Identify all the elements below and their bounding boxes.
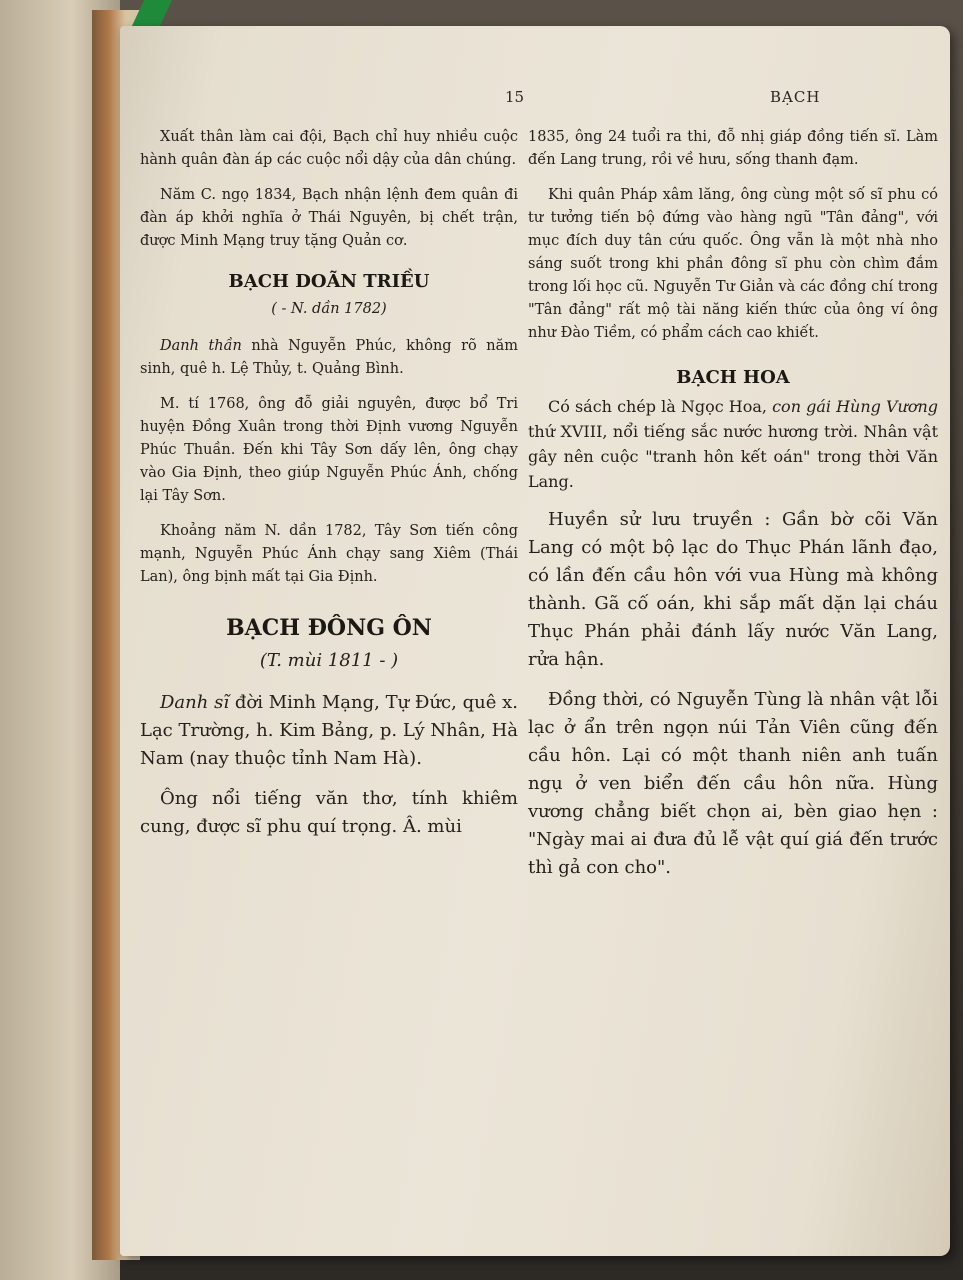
- entry-lead-term: Danh sĩ: [160, 692, 230, 713]
- intro-paragraph-2: Năm C. ngọ 1834, Bạch nhận lệnh đem quân đi đàn áp khởi nghĩa ở Thái Nguyên, bị chết trận, được Minh Mạng truy tặng Quản cơ.: [140, 187, 518, 249]
- entry-paragraph: M. tí 1768, ông đỗ giải nguyên, được bổ Tri huyện Đồng Xuân trong thời Định vương Nguyễn Phúc Thuần. Đến khi Tây Sơn dấy lên, ông chạy vào Gia Định, theo giúp Nguyễn Phúc Ánh, chống lại Tây Sơn.: [140, 396, 518, 504]
- entry-dates: (T. mùi 1811 - ): [259, 650, 399, 671]
- right-column: [528, 126, 938, 894]
- entry-lead-term: Danh thần: [160, 338, 242, 354]
- book-page: [120, 26, 950, 1256]
- entry-title-bach-dong-on: BẠCH ĐÔNG ÔN: [226, 615, 432, 641]
- entry-dates: ( - N. dần 1782): [271, 301, 387, 317]
- entry-paragraph: Ông nổi tiếng văn thơ, tính khiêm cung, được sĩ phu quí trọng. Â. mùi: [140, 788, 518, 837]
- intro-paragraph-1: Xuất thân làm cai đội, Bạch chỉ huy nhiều cuộc hành quân đàn áp các cuộc nổi dậy của dân chúng.: [140, 129, 518, 168]
- entry-title-bach-hoa: BẠCH HOA: [676, 367, 790, 388]
- continued-paragraph: 1835, ông 24 tuổi ra thi, đỗ nhị giáp đồng tiến sĩ. Làm đến Lang trung, rồi về hưu, sống thanh đạm.: [528, 129, 938, 168]
- entry-paragraph: Đồng thời, có Nguyễn Tùng là nhân vật lỗi lạc ở ẩn trên ngọn núi Tản Viên cũng đến cầu hôn. Lại có một thanh niên anh tuấn ngụ ở ven biển đến cầu hôn nữa. Hùng vương chẳng biết chọn ai, bèn giao hẹn : "Ngày mai ai đưa đủ lễ vật quí giá đến trước thì gả con cho".: [528, 689, 938, 878]
- left-column: [140, 126, 518, 853]
- running-head: BẠCH: [770, 88, 821, 106]
- entry-paragraph: Có sách chép là Ngọc Hoa, con gái Hùng Vương thứ XVIII, nổi tiếng sắc nước hương trời. Nhân vật gây nên cuộc "tranh hôn kết oán" trong thời Văn Lang.: [528, 397, 938, 491]
- continued-paragraph: Khi quân Pháp xâm lăng, ông cùng một số sĩ phu có tư tưởng tiến bộ đứng vào hàng ngũ "Tân đảng", với mục đích duy tân cứu quốc. Ông vẫn là một nhà nho sáng suốt trong khi phần đông sĩ phu còn chìm đắm trong lối học cũ. Nguyễn Tư Giản và các đồng chí trong "Tân đảng" rất mộ tài năng kiến thức của ông ví ông như Đào Tiềm, có phẩm cách cao khiết.: [528, 187, 938, 341]
- entry-paragraph: Khoảng năm N. dần 1782, Tây Sơn tiến công mạnh, Nguyễn Phúc Ánh chạy sang Xiêm (Thái Lan), ông bịnh mất tại Gia Định.: [140, 523, 518, 585]
- entry-paragraph: Danh sĩ đời Minh Mạng, Tự Đức, quê x. Lạc Trường, h. Kim Bảng, p. Lý Nhân, Hà Nam (nay thuộc tỉnh Nam Hà).: [140, 692, 518, 769]
- page-number: 15: [505, 88, 525, 106]
- entry-title-bach-doan-trieu: BẠCH DOÃN TRIỀU: [228, 271, 430, 292]
- entry-paragraph: Danh thần nhà Nguyễn Phúc, không rõ năm sinh, quê h. Lệ Thủy, t. Quảng Bình.: [140, 338, 518, 377]
- entry-paragraph: Huyền sử lưu truyền : Gần bờ cõi Văn Lang có một bộ lạc do Thục Phán lãnh đạo, có lần đến cầu hôn với vua Hùng mà không thành. Gã cố oán, khi sắp mất dặn lại cháu Thục Phán phải đánh lấy nước Văn Lang, rửa hận.: [528, 509, 938, 670]
